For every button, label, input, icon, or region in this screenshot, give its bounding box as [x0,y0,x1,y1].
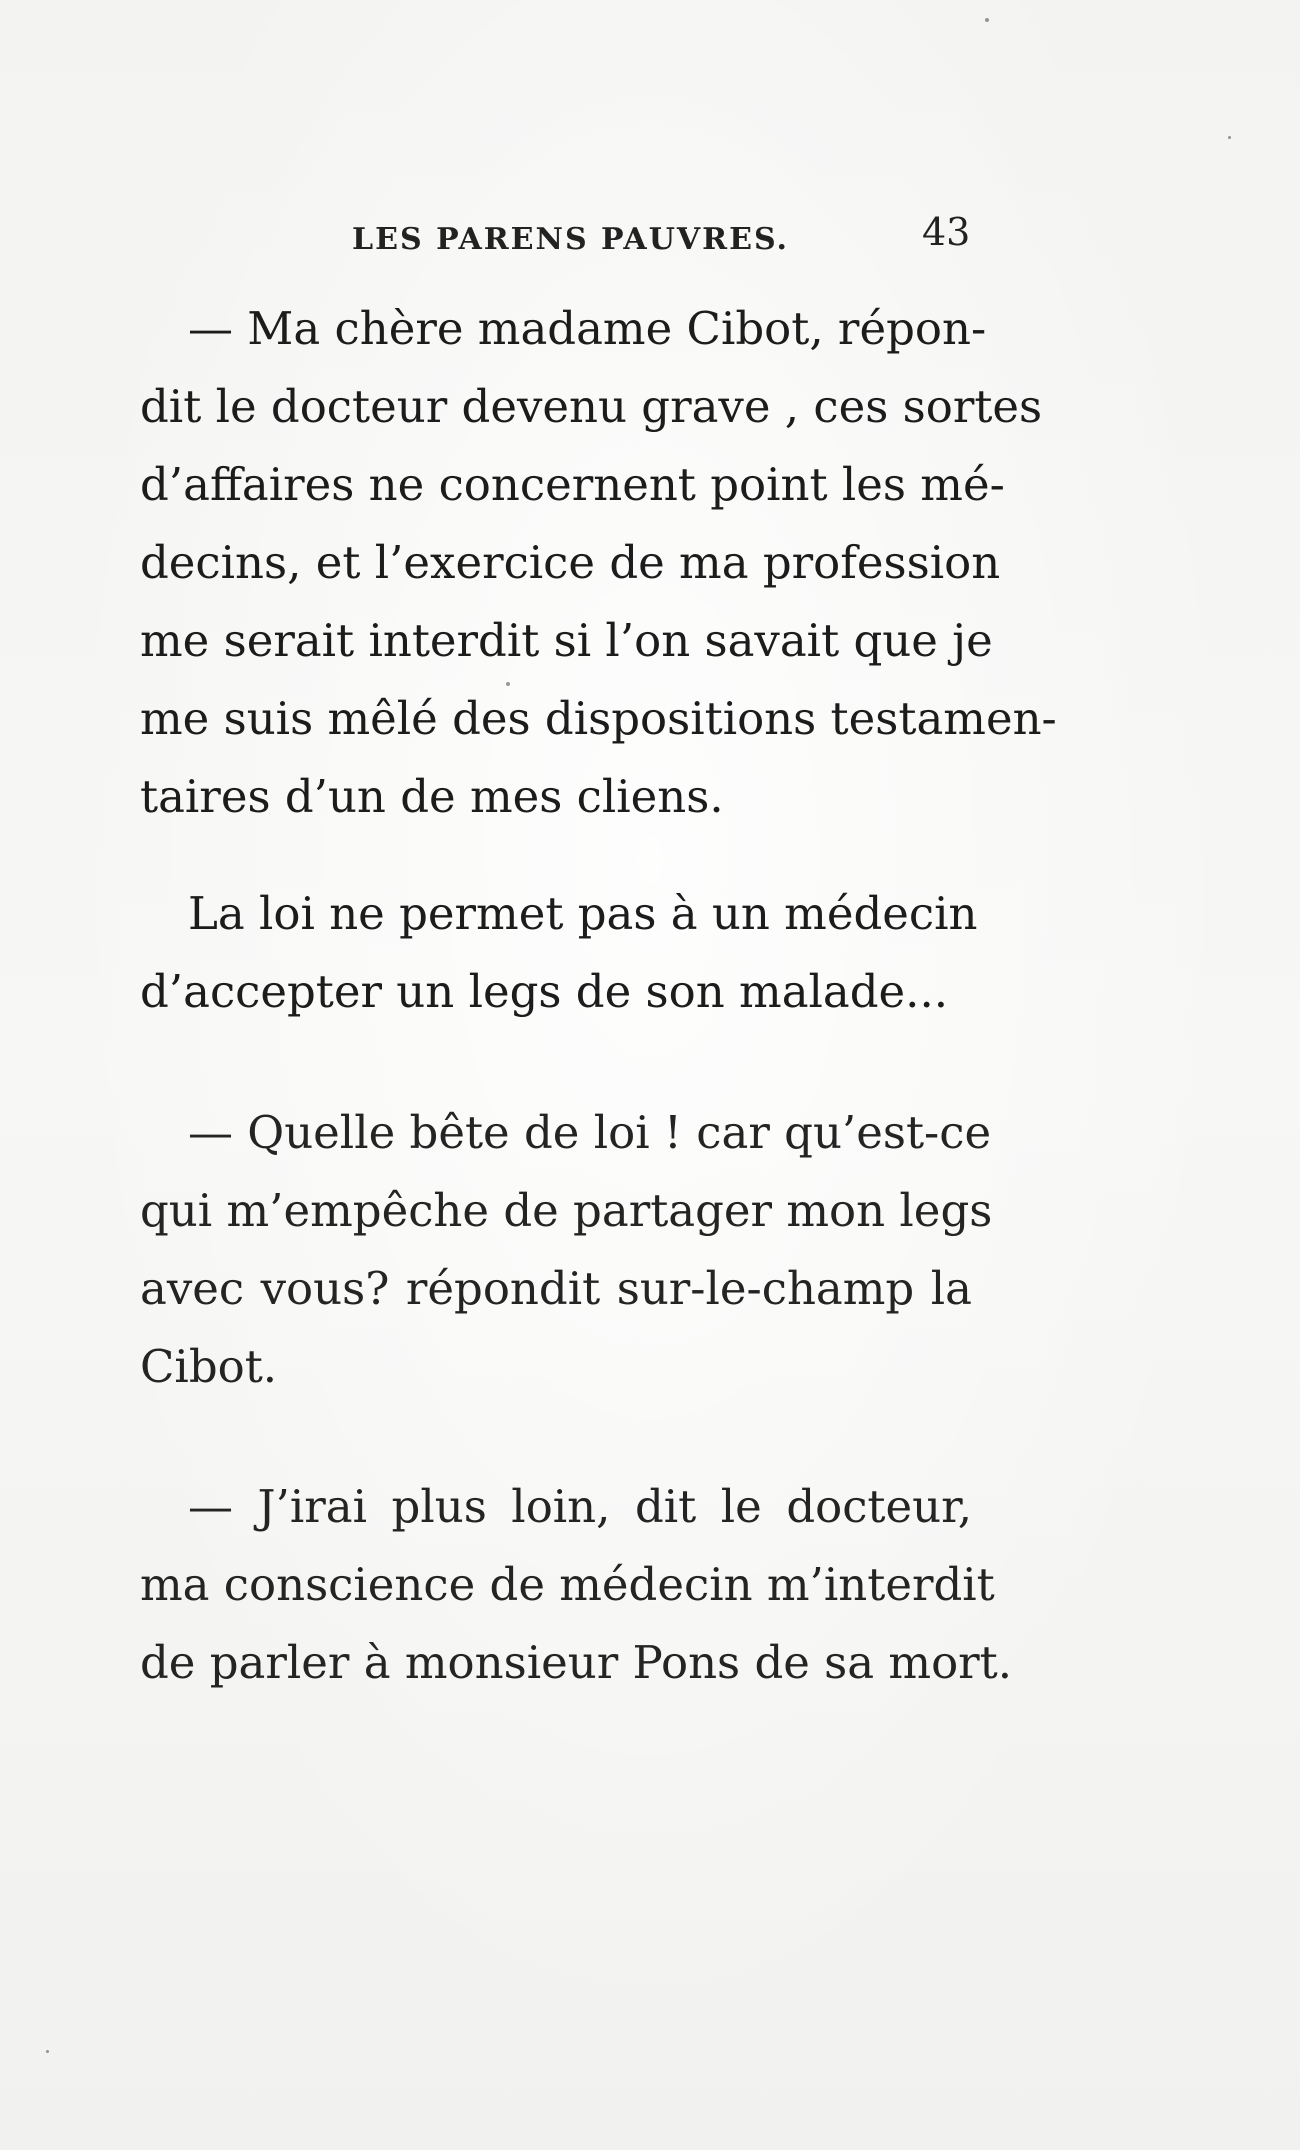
text-line: me serait interdit si l’on savait que je [140,614,993,667]
paper-speck [1228,136,1231,139]
text-line: avec vous? répondit sur-le-champ la [140,1262,972,1315]
paper-speck [46,2050,49,2053]
text-line: d’accepter un legs de son malade... [140,965,949,1018]
text-line: qui m’empêche de partager mon legs [140,1184,993,1237]
text-line: Cibot. [140,1340,278,1393]
paragraph-4 [140,1468,1013,1702]
paper-speck [985,18,989,22]
paper-speck [506,682,510,686]
text-line: dit le docteur devenu grave , ces sortes [140,380,1043,433]
text-line: ma conscience de médecin m’interdit [140,1558,995,1611]
text-line: — Quelle bête de loi ! car qu’est-ce [188,1106,992,1159]
paragraph-2 [140,875,978,1031]
paragraph-3 [140,1094,993,1406]
running-title: LES PARENS PAUVRES. [352,222,789,257]
page-number: 43 [922,210,971,254]
text-line: La loi ne permet pas à un médecin [188,887,978,940]
text-line: me suis mêlé des dispositions testamen- [140,692,1057,745]
text-line: de parler à monsieur Pons de sa mort. [140,1636,1013,1689]
text-line: — J’irai plus loin, dit le docteur, [188,1480,972,1533]
text-line: taires d’un de mes cliens. [140,770,724,823]
paragraph-1 [140,290,1057,836]
text-line: — Ma chère madame Cibot, répon- [188,302,987,355]
text-line: d’affaires ne concernent point les mé- [140,458,1005,511]
text-line: decins, et l’exercice de ma profession [140,536,1001,589]
